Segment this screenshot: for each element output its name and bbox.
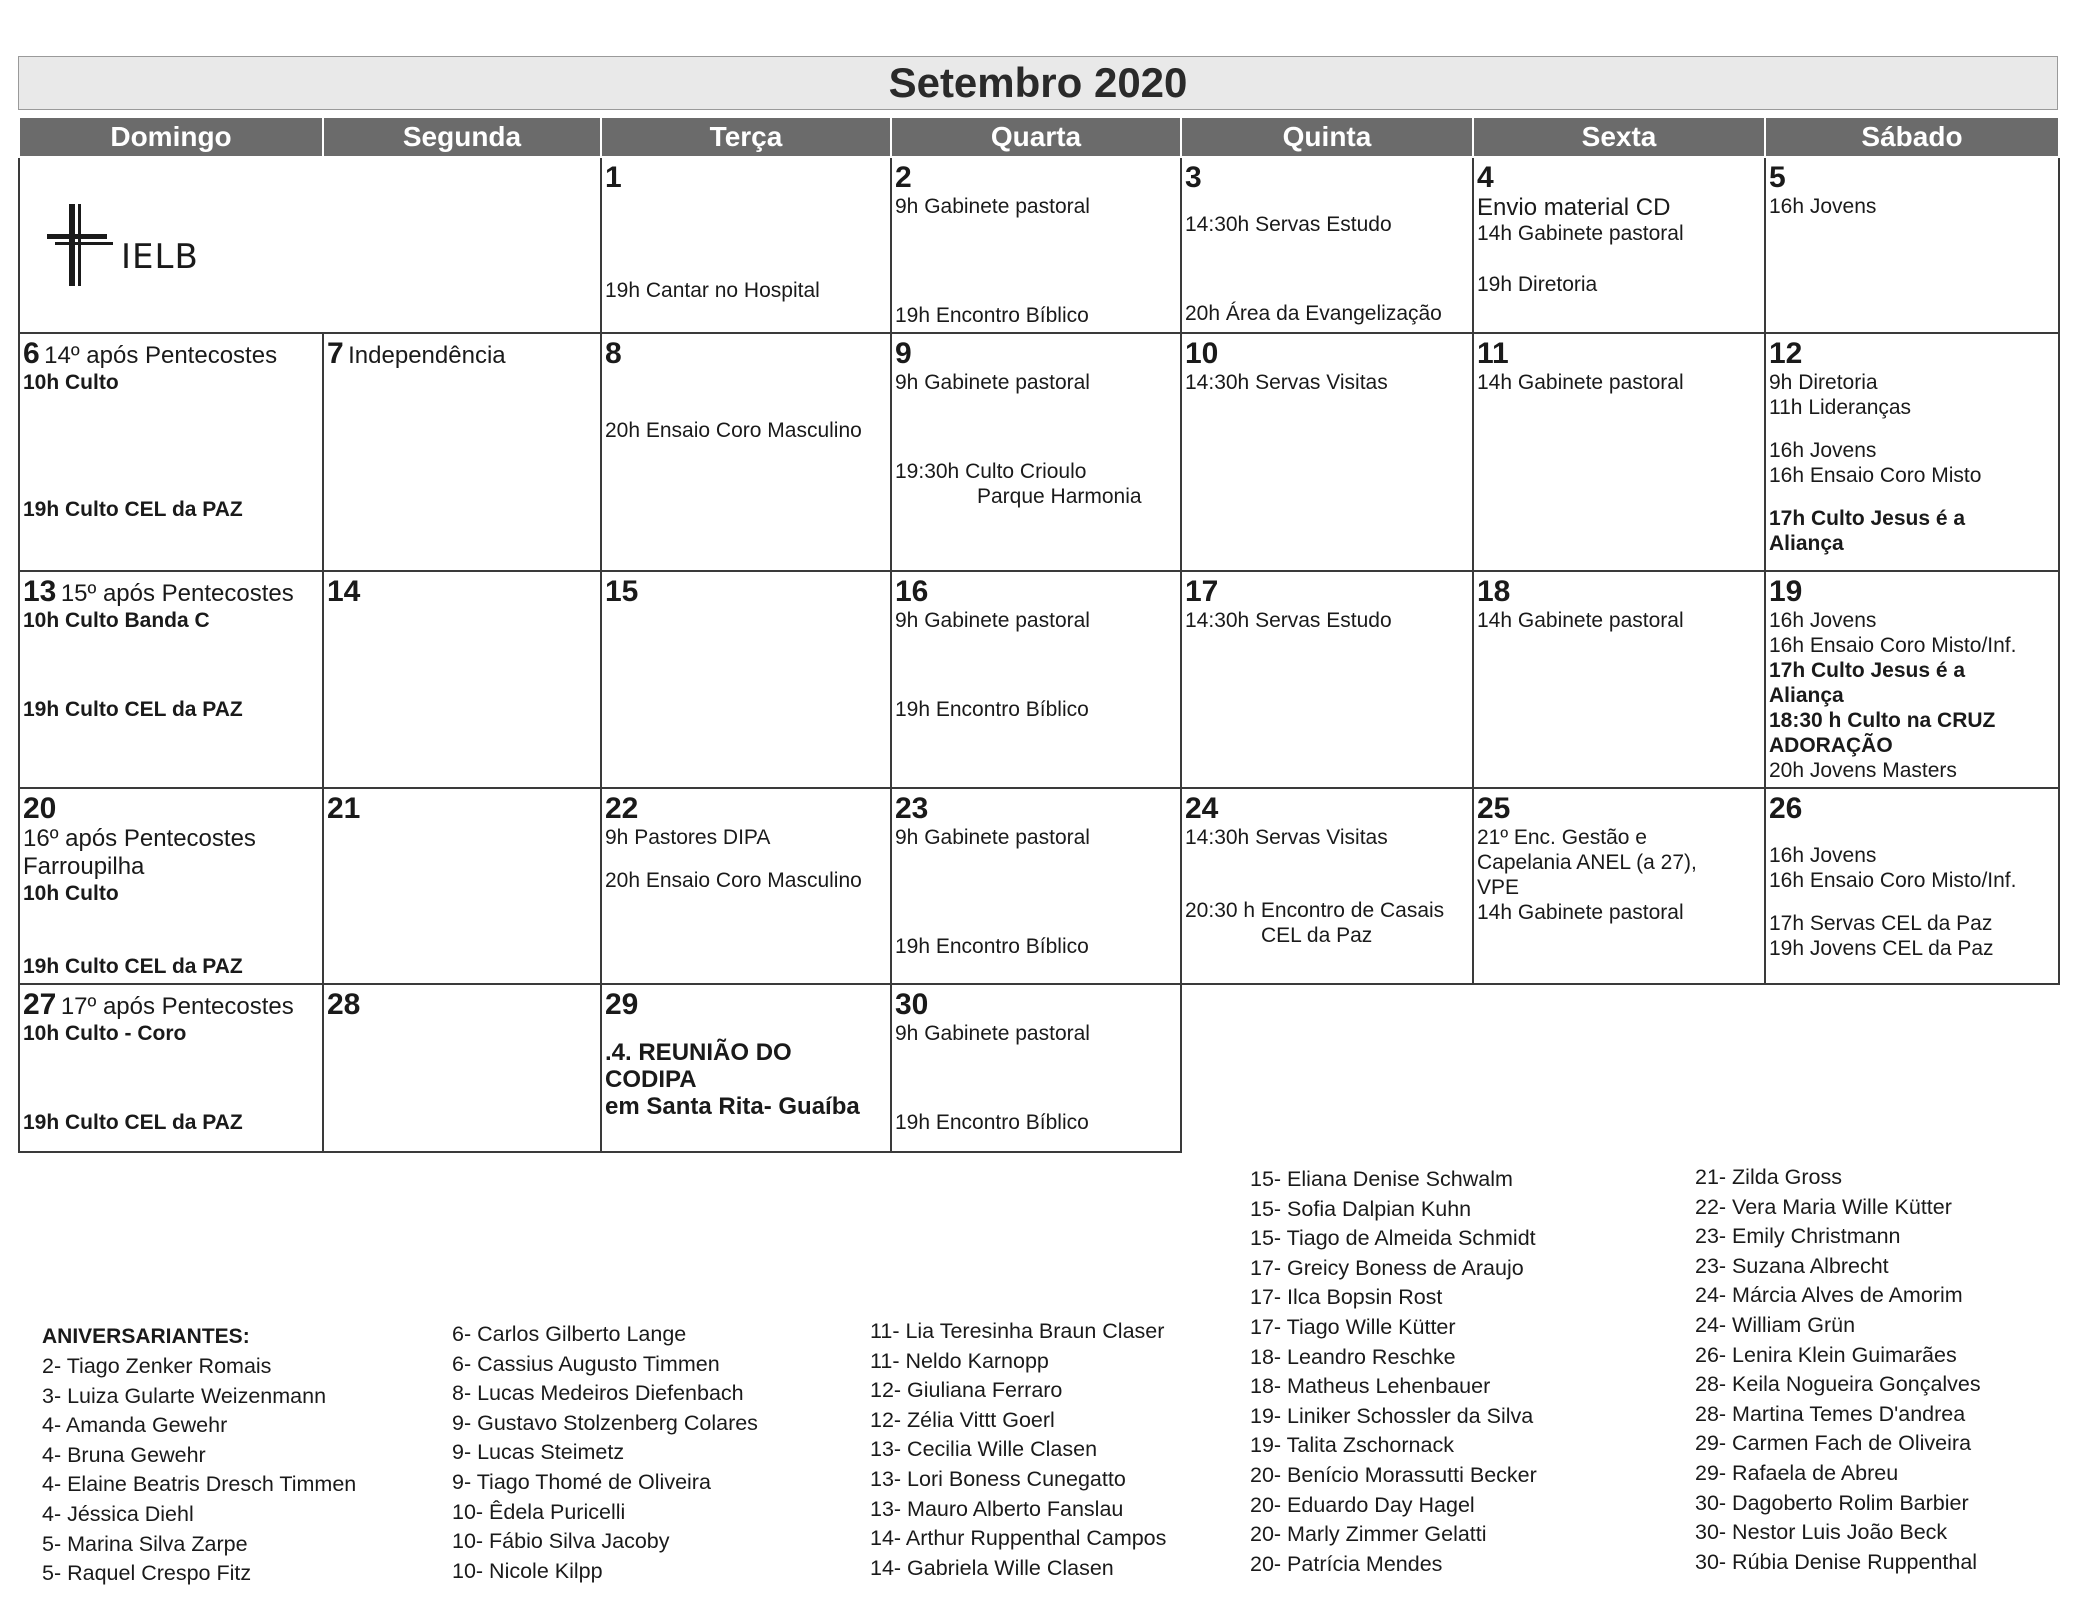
birthday-entry: 17- Greicy Boness de Araujo <box>1250 1255 1524 1280</box>
event: 16h Jovens <box>1769 844 1877 867</box>
empty-cell <box>1181 984 1473 1152</box>
day-number: 12 <box>1769 337 1803 370</box>
day-number: 15 <box>605 575 639 608</box>
event: 20h Jovens Masters <box>1769 759 1957 782</box>
event: 9h Gabinete pastoral <box>895 1022 1090 1045</box>
month-title: Setembro 2020 <box>18 56 2058 110</box>
event: 19h Cantar no Hospital <box>605 279 820 302</box>
birthday-entry: 9- Lucas Steimetz <box>452 1440 625 1465</box>
logo-cell <box>19 157 601 333</box>
birthdays-title: ANIVERSARIANTES: <box>42 1325 250 1348</box>
day-cell <box>601 157 891 333</box>
birthday-entry: 2- Tiago Zenker Romais <box>42 1354 272 1378</box>
birthday-entry: 23- Suzana Albrecht <box>1695 1253 1889 1278</box>
event: 9h Gabinete pastoral <box>895 826 1090 849</box>
event: Parque Harmonia <box>977 485 1142 508</box>
event: 19h Encontro Bíblico <box>895 935 1089 958</box>
birthday-entry: 28- Martina Temes D'andrea <box>1695 1401 1966 1426</box>
day-note: 17º após Pentecostes <box>60 993 294 1020</box>
day-number: 19 <box>1769 575 1803 608</box>
birthday-entry: 4- Bruna Gewehr <box>42 1442 206 1467</box>
weekday-header: Segunda <box>323 117 601 157</box>
day-note: Envio material CD <box>1477 194 1671 221</box>
event: 16h Ensaio Coro Misto <box>1769 464 1982 487</box>
birthday-entry: 14- Arthur Ruppenthal Campos <box>870 1526 1167 1551</box>
event: 19h Culto CEL da PAZ <box>23 498 243 521</box>
event: 19h Culto CEL da PAZ <box>23 698 243 721</box>
event: 10h Culto <box>23 882 119 905</box>
event: 9h Gabinete pastoral <box>895 195 1090 218</box>
event: 16h Jovens <box>1769 439 1877 462</box>
day-cell <box>1181 788 1473 984</box>
birthday-entry: 26- Lenira Klein Guimarães <box>1695 1342 1957 1367</box>
birthday-entry: 10- Nicole Kilpp <box>452 1558 603 1583</box>
day-number: 28 <box>327 988 361 1021</box>
day-number: 7 <box>327 337 344 370</box>
birthday-entry: 13- Lori Boness Cunegatto <box>870 1466 1126 1491</box>
calendar-grid <box>18 116 2060 1153</box>
birthday-entry: 21- Zilda Gross <box>1695 1165 1842 1189</box>
day-number: 8 <box>605 337 622 370</box>
weekday-header: Domingo <box>19 117 323 157</box>
birthday-entry: 30- Rúbia Denise Ruppenthal <box>1695 1549 1978 1574</box>
day-number: 11 <box>1477 337 1509 370</box>
birthday-entry: 14- Gabriela Wille Clasen <box>870 1555 1114 1580</box>
birthday-entry: 12- Zélia Vittt Goerl <box>870 1407 1055 1432</box>
day-cell <box>1765 571 2059 788</box>
day-number: 30 <box>895 988 929 1021</box>
day-cell <box>891 788 1181 984</box>
day-cell <box>1181 333 1473 571</box>
day-number: 5 <box>1769 161 1786 194</box>
birthday-entry: 18- Leandro Reschke <box>1250 1344 1456 1369</box>
event: 9h Pastores DIPA <box>605 826 771 849</box>
birthday-entry: 30- Nestor Luis João Beck <box>1695 1520 1948 1545</box>
birthday-entry: 12- Giuliana Ferraro <box>870 1378 1063 1403</box>
event: 16h Jovens <box>1769 195 1877 218</box>
event: 9h Gabinete pastoral <box>895 371 1090 394</box>
birthday-entry: 20- Benício Morassutti Becker <box>1250 1462 1537 1487</box>
day-cell <box>323 571 601 788</box>
event: 10h Culto Banda C <box>23 609 210 632</box>
ielb-logo <box>45 200 597 290</box>
event: 19h Diretoria <box>1477 273 1598 296</box>
day-number: 16 <box>895 575 929 608</box>
day-note: 16º após Pentecostes Farroupilha <box>23 825 256 880</box>
birthday-entry: 13- Cecilia Wille Clasen <box>870 1437 1098 1462</box>
event: 14:30h Servas Estudo <box>1185 213 1392 236</box>
birthday-entry: 20- Patrícia Mendes <box>1250 1551 1443 1576</box>
birthday-entry: 4- Elaine Beatris Dresch Timmen <box>42 1472 357 1497</box>
day-cell <box>891 333 1181 571</box>
day-cell <box>891 984 1181 1152</box>
day-note: 15º após Pentecostes <box>60 580 294 607</box>
day-number: 18 <box>1477 575 1511 608</box>
birthday-column <box>1250 1165 1537 1579</box>
birthday-entry: 9- Gustavo Stolzenberg Colares <box>452 1410 758 1435</box>
event: 21º Enc. Gestão e Capelania ANEL (a 27), VPE <box>1477 826 1697 899</box>
day-cell <box>1473 788 1765 984</box>
birthday-column <box>1695 1163 1981 1577</box>
day-cell <box>1181 571 1473 788</box>
birthday-entry: 17- Tiago Wille Kütter <box>1250 1314 1456 1339</box>
birthday-entry: 24- William Grün <box>1695 1312 1856 1337</box>
birthday-entry: 11- Lia Teresinha Braun Claser <box>870 1319 1165 1343</box>
day-cell <box>323 984 601 1152</box>
birthday-entry: 10- Êdela Puricelli <box>452 1499 626 1524</box>
birthday-column <box>42 1352 356 1589</box>
birthday-entry: 8- Lucas Medeiros Diefenbach <box>452 1381 744 1406</box>
event: 9h Gabinete pastoral <box>895 609 1090 632</box>
day-number: 27 <box>23 988 57 1021</box>
birthday-entry: 17- Ilca Bopsin Rost <box>1250 1285 1443 1310</box>
day-cell <box>1473 157 1765 333</box>
birthday-entry: 9- Tiago Thomé de Oliveira <box>452 1469 711 1494</box>
birthday-entry: 24- Márcia Alves de Amorim <box>1695 1283 1963 1308</box>
event: 16h Ensaio Coro Misto/Inf. <box>1769 634 2017 657</box>
event: 11h Lideranças <box>1769 396 1912 419</box>
event: 16h Ensaio Coro Misto/Inf. <box>1769 869 2017 892</box>
day-cell <box>1765 157 2059 333</box>
day-number: 17 <box>1185 575 1219 608</box>
birthday-entry: 29- Carmen Fach de Oliveira <box>1695 1431 1972 1456</box>
empty-cell <box>1765 984 2059 1152</box>
birthday-entry: 13- Mauro Alberto Fanslau <box>870 1496 1124 1521</box>
day-cell <box>601 333 891 571</box>
weekday-header: Quinta <box>1181 117 1473 157</box>
event: 19h Jovens CEL da Paz <box>1769 937 1994 960</box>
day-number: 13 <box>23 575 57 608</box>
event: 14:30h Servas Estudo <box>1185 609 1392 632</box>
birthday-entry: 30- Dagoberto Rolim Barbier <box>1695 1490 1969 1515</box>
logo-text: IELB <box>121 237 199 277</box>
birthday-entry: 10- Fábio Silva Jacoby <box>452 1529 670 1554</box>
event: 14h Gabinete pastoral <box>1477 222 1684 245</box>
event: .4. REUNIÃO DO CODIPA em Santa Rita- Guaíba <box>605 1039 860 1120</box>
day-number: 3 <box>1185 161 1202 194</box>
birthday-entry: 28- Keila Nogueira Gonçalves <box>1695 1372 1981 1397</box>
event: 14:30h Servas Visitas <box>1185 371 1388 394</box>
event: 10h Culto <box>23 371 119 394</box>
day-cell <box>1473 333 1765 571</box>
birthday-column <box>870 1317 1166 1583</box>
weekday-header-row <box>19 117 2059 157</box>
day-cell <box>891 157 1181 333</box>
day-cell <box>1765 788 2059 984</box>
event: 20h Área da Evangelização <box>1185 302 1442 325</box>
event: 19:30h Culto Crioulo <box>895 460 1087 483</box>
birthday-entry: 11- Neldo Karnopp <box>870 1348 1049 1373</box>
birthday-entry: 29- Rafaela de Abreu <box>1695 1460 1899 1485</box>
week-row <box>19 333 2059 571</box>
day-number: 1 <box>605 161 622 194</box>
event: 18:30 h Culto na CRUZ ADORAÇÃO <box>1769 709 1996 757</box>
event: 19h Encontro Bíblico <box>895 698 1089 721</box>
day-number: 2 <box>895 161 912 194</box>
day-number: 20 <box>23 792 57 825</box>
event: 20h Ensaio Coro Masculino <box>605 419 862 442</box>
weekday-header: Quarta <box>891 117 1181 157</box>
event: 14:30h Servas Visitas <box>1185 826 1388 849</box>
week-row <box>19 788 2059 984</box>
day-number: 14 <box>327 575 361 608</box>
weekday-header: Terça <box>601 117 891 157</box>
week-row <box>19 984 2059 1152</box>
day-cell <box>323 788 601 984</box>
event: 19h Encontro Bíblico <box>895 1111 1089 1134</box>
day-number: 29 <box>605 988 639 1021</box>
event: 9h Diretoria <box>1769 371 1878 394</box>
event: 17h Servas CEL da Paz <box>1769 912 1993 935</box>
day-cell <box>19 571 323 788</box>
day-cell <box>601 984 891 1152</box>
weekday-header: Sábado <box>1765 117 2059 157</box>
cross-icon <box>45 200 115 290</box>
event: 20:30 h Encontro de Casais <box>1185 899 1445 922</box>
day-cell <box>19 333 323 571</box>
day-number: 6 <box>23 337 40 370</box>
day-number: 4 <box>1477 161 1494 194</box>
birthday-column <box>452 1320 758 1586</box>
day-cell <box>601 571 891 788</box>
day-number: 24 <box>1185 792 1219 825</box>
birthday-entry: 4- Amanda Gewehr <box>42 1413 228 1438</box>
event: 19h Culto CEL da PAZ <box>23 955 243 978</box>
day-cell <box>601 788 891 984</box>
day-cell <box>1765 333 2059 571</box>
day-number: 22 <box>605 792 639 825</box>
event: 20h Ensaio Coro Masculino <box>605 869 862 892</box>
day-cell <box>323 333 601 571</box>
day-number: 21 <box>327 792 361 825</box>
event: 19h Encontro Bíblico <box>895 304 1089 327</box>
event: 14h Gabinete pastoral <box>1477 609 1684 632</box>
day-cell <box>891 571 1181 788</box>
birthday-entry: 5- Marina Silva Zarpe <box>42 1531 248 1556</box>
birthday-entry: 18- Matheus Lehenbauer <box>1250 1374 1491 1399</box>
birthday-entry: 20- Eduardo Day Hagel <box>1250 1492 1475 1517</box>
birthday-entry: 3- Luiza Gularte Weizenmann <box>42 1383 327 1408</box>
event: 19h Culto CEL da PAZ <box>23 1111 243 1134</box>
day-cell <box>19 788 323 984</box>
day-note: Independência <box>348 342 506 369</box>
day-number: 9 <box>895 337 912 370</box>
week-row <box>19 571 2059 788</box>
day-cell <box>19 984 323 1152</box>
birthday-entry: 22- Vera Maria Wille Kütter <box>1695 1194 1952 1219</box>
birthday-entry: 19- Talita Zschornack <box>1250 1433 1454 1458</box>
birthday-entry: 5- Raquel Crespo Fitz <box>42 1561 252 1586</box>
birthday-entry: 6- Cassius Augusto Timmen <box>452 1351 720 1376</box>
birthday-entry: 15- Tiago de Almeida Schmidt <box>1250 1226 1536 1251</box>
birthday-entry: 6- Carlos Gilberto Lange <box>452 1322 687 1346</box>
weekday-header: Sexta <box>1473 117 1765 157</box>
birthday-entry: 23- Emily Christmann <box>1695 1224 1901 1249</box>
event: CEL da Paz <box>1261 924 1373 947</box>
birthday-entry: 15- Sofia Dalpian Kuhn <box>1250 1196 1472 1221</box>
day-number: 10 <box>1185 337 1219 370</box>
day-note: 14º após Pentecostes <box>44 342 278 369</box>
event: 16h Jovens <box>1769 609 1877 632</box>
event: 17h Culto Jesus é a Aliança <box>1769 659 1966 707</box>
birthday-entry: 4- Jéssica Diehl <box>42 1501 194 1526</box>
birthday-entry: 15- Eliana Denise Schwalm <box>1250 1167 1513 1191</box>
event: 10h Culto - Coro <box>23 1022 187 1045</box>
event: 14h Gabinete pastoral <box>1477 901 1684 924</box>
empty-cell <box>1473 984 1765 1152</box>
week-row <box>19 157 2059 333</box>
birthday-entry: 20- Marly Zimmer Gelatti <box>1250 1522 1487 1547</box>
birthday-entry: 19- Liniker Schossler da Silva <box>1250 1403 1534 1428</box>
day-number: 23 <box>895 792 929 825</box>
day-number: 26 <box>1769 792 1803 825</box>
day-number: 25 <box>1477 792 1511 825</box>
event: 14h Gabinete pastoral <box>1477 371 1684 394</box>
event: 17h Culto Jesus é a Aliança <box>1769 507 1966 555</box>
day-cell <box>1181 157 1473 333</box>
day-cell <box>1473 571 1765 788</box>
